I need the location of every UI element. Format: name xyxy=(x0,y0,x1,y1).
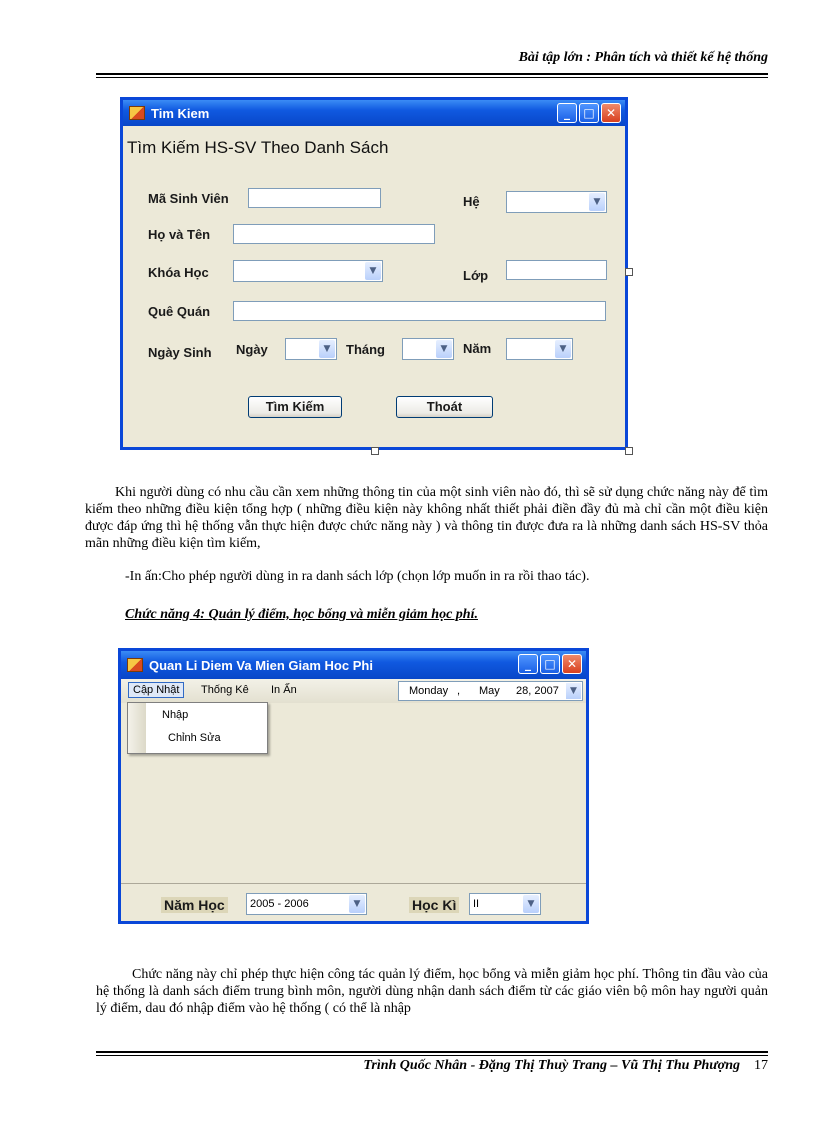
footer-rule-thin xyxy=(96,1055,768,1056)
month-select[interactable] xyxy=(402,338,454,360)
chevron-down-icon: ▼ xyxy=(566,683,581,699)
semester-label: Học Kì xyxy=(409,897,459,913)
course-select[interactable] xyxy=(233,260,383,282)
close-button[interactable] xyxy=(601,103,621,123)
student-id-label: Mã Sinh Viên xyxy=(148,191,229,206)
course-label: Khóa Học xyxy=(148,265,209,280)
day-select[interactable] xyxy=(285,338,337,360)
hometown-input[interactable] xyxy=(233,301,606,321)
minimize-icon: _ xyxy=(564,106,570,120)
page-number: 17 xyxy=(754,1058,768,1073)
date-day: Monday xyxy=(409,685,449,697)
maximize-icon: □ xyxy=(583,106,595,120)
search-window xyxy=(120,97,628,450)
full-name-input[interactable] xyxy=(233,224,435,244)
section-heading: Chức năng 4: Quản lý điểm, học bổng và miễn giảm học phí. xyxy=(125,607,478,622)
system-label: Hệ xyxy=(463,194,480,209)
close-icon: ✕ xyxy=(566,657,578,671)
class-input[interactable] xyxy=(506,260,607,280)
resize-handle[interactable] xyxy=(625,447,633,455)
grade-window-title: Quan Li Diem Va Mien Giam Hoc Phi xyxy=(149,657,373,673)
menu-print[interactable]: In Ấn xyxy=(271,684,297,696)
grade-window-titlebar xyxy=(121,651,586,679)
chevron-down-icon: ▼ xyxy=(589,193,605,211)
search-button[interactable]: Tìm Kiếm xyxy=(248,396,342,418)
minimize-button[interactable] xyxy=(518,654,538,674)
submenu-gutter xyxy=(128,703,146,753)
class-label: Lớp xyxy=(463,268,489,283)
update-submenu xyxy=(127,702,268,754)
close-button[interactable] xyxy=(562,654,582,674)
maximize-button[interactable] xyxy=(579,103,599,123)
exit-button[interactable]: Thoát xyxy=(396,396,493,418)
search-window-titlebar xyxy=(123,100,625,126)
page-footer xyxy=(200,1058,768,1074)
student-id-input[interactable] xyxy=(248,188,381,208)
resize-handle[interactable] xyxy=(625,268,633,276)
chevron-down-icon: ▼ xyxy=(349,895,365,913)
grade-window xyxy=(118,648,589,924)
app-icon xyxy=(127,658,143,672)
paragraph-print: -In ấn:Cho phép người dùng in ra danh sách lớp (chọn lớp muốn in ra rồi thao tác). xyxy=(125,569,590,584)
full-name-label: Họ và Tên xyxy=(148,227,211,242)
school-year-value: 2005 - 2006 xyxy=(250,898,309,910)
chevron-down-icon: ▼ xyxy=(555,340,571,358)
paragraph-grade-description: Chức năng này chỉ phép thực hiện công tác quản lý điểm, học bổng và miễn giảm học phí. Thông tin đầu vào của hệ thống là danh sách điểm trung bình môn, người dùng nhận danh sách điểm từ các giáo viên bộ môn hay người quản lý điểm, dau đó nhập điểm vào hệ thống ( có thể là nhập xyxy=(96,967,768,1016)
close-icon: ✕ xyxy=(605,106,617,120)
birthdate-label: Ngày Sinh xyxy=(148,345,212,360)
menu-update[interactable]: Cập Nhật xyxy=(128,682,184,698)
day-label: Ngày xyxy=(236,342,268,357)
chevron-down-icon: ▼ xyxy=(436,340,452,358)
footer-authors: Trình Quốc Nhân - Đặng Thị Thuỳ Trang – Vũ Thị Thu Phượng xyxy=(363,1058,740,1073)
app-icon xyxy=(129,106,145,120)
header-rule xyxy=(96,73,768,75)
date-rest: 28, 2007 xyxy=(516,685,559,697)
page-header-title: Bài tập lớn : Phân tích và thiết kế hệ thống xyxy=(518,50,768,65)
semester-value: II xyxy=(473,898,480,910)
school-year-label: Năm Học xyxy=(161,897,228,913)
date-picker[interactable] xyxy=(398,681,583,701)
submenu-enter[interactable]: Nhập xyxy=(162,709,189,721)
semester-select[interactable] xyxy=(469,893,541,915)
menu-statistics[interactable]: Thống Kê xyxy=(201,684,249,696)
maximize-button[interactable] xyxy=(540,654,560,674)
month-label: Tháng xyxy=(346,342,385,357)
school-year-select[interactable] xyxy=(246,893,367,915)
paragraph-search-description: Khi người dùng có nhu cầu cần xem những thông tin của một sinh viên nào đó, thì sẽ sử dụng chức năng này để tìm kiếm theo những điều kiện tổng hợp ( những điều kiện này không nhất thiết phải điền đầy đủ mà chỉ cần một điều kiện được đáp ứng thì hệ thống vẫn thực hiện được chức năng này ) và thông tin được đưa ra là những danh sách HS-SV thỏa mãn những điều kiện tìm kiếm, xyxy=(85,485,768,551)
divider xyxy=(121,883,586,884)
chevron-down-icon: ▼ xyxy=(319,340,335,358)
hometown-label: Quê Quán xyxy=(148,304,211,319)
search-window-title: Tim Kiem xyxy=(151,105,210,121)
date-month: May xyxy=(479,685,500,697)
chevron-down-icon: ▼ xyxy=(365,262,381,280)
chevron-down-icon: ▼ xyxy=(523,895,539,913)
header-rule-thin xyxy=(96,77,768,78)
minimize-button[interactable] xyxy=(557,103,577,123)
maximize-icon: □ xyxy=(544,657,556,671)
search-heading: Tìm Kiếm HS-SV Theo Danh Sách xyxy=(127,138,389,157)
system-select[interactable] xyxy=(506,191,607,213)
submenu-edit[interactable]: Chỉnh Sửa xyxy=(168,732,221,744)
minimize-icon: _ xyxy=(525,657,531,671)
date-sep: , xyxy=(457,685,461,697)
menu-bar xyxy=(121,679,586,703)
footer-rule xyxy=(96,1051,768,1053)
resize-handle[interactable] xyxy=(371,447,379,455)
year-label: Năm xyxy=(463,341,492,356)
year-select[interactable] xyxy=(506,338,573,360)
